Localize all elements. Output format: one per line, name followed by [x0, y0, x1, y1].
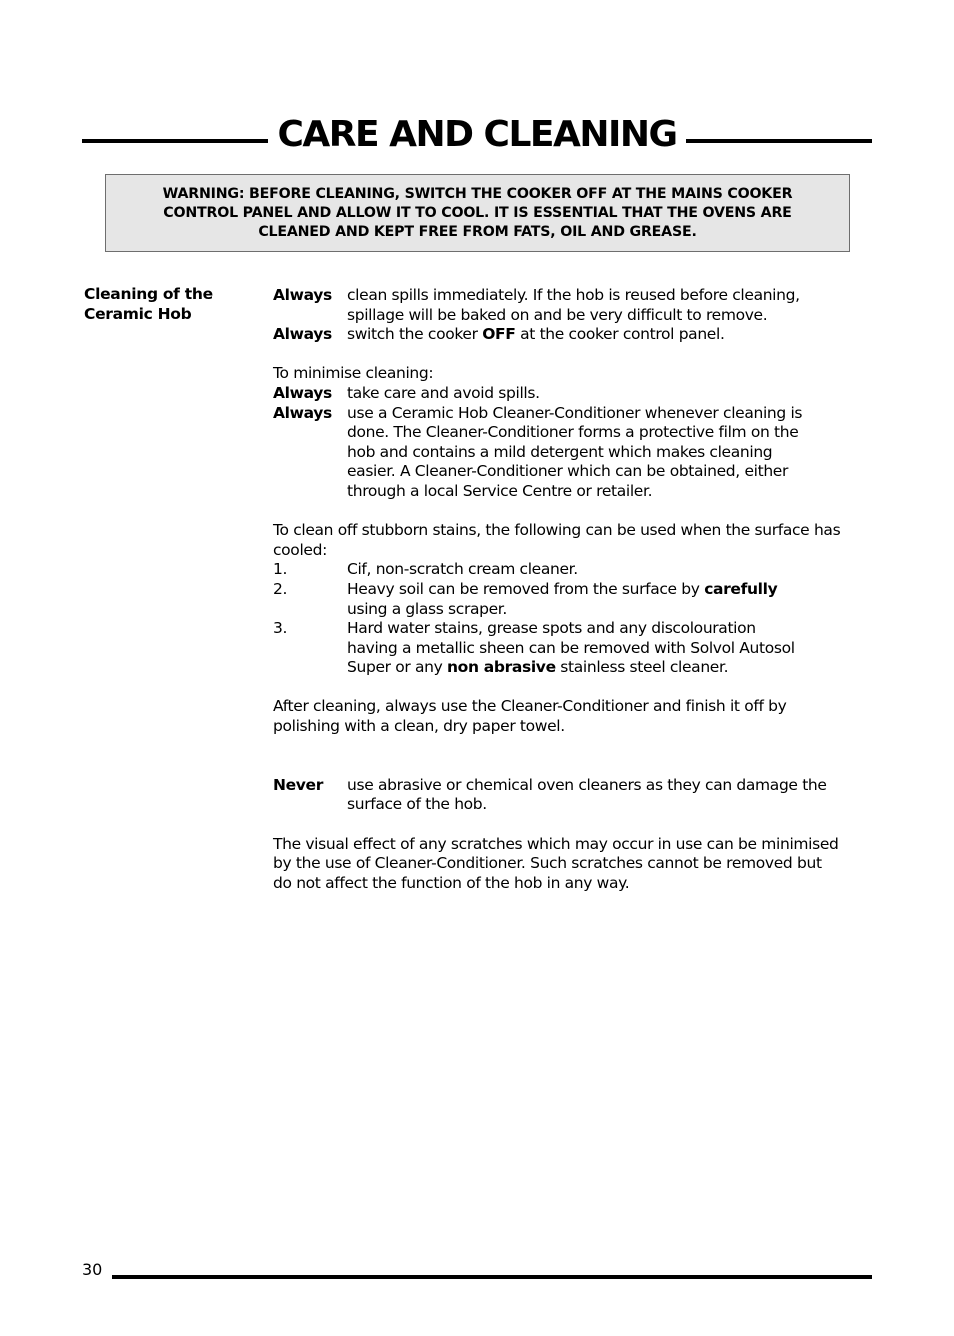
- rule-line: take care and avoid spills.: [347, 383, 540, 402]
- paragraph-line: by the use of Cleaner-Conditioner. Such scratches cannot be removed but: [273, 854, 822, 873]
- warning-box: [105, 174, 850, 252]
- minimise-item: [273, 384, 873, 404]
- section-label: [84, 284, 254, 324]
- rule-text-post: at the cooker control panel.: [515, 325, 725, 344]
- paragraph-line: polishing with a clean, dry paper towel.: [273, 717, 565, 736]
- section-label-line: Cleaning of the: [84, 285, 213, 303]
- rule-text: [347, 384, 873, 404]
- item-text-pre: Heavy soil can be removed from the surface by: [347, 579, 705, 598]
- item-text-line: Hard water stains, grease spots and any discolouration: [347, 619, 756, 638]
- item-text-bold: carefully: [704, 579, 778, 598]
- stains-intro-line: To clean off stubborn stains, the following can be used when the surface has: [273, 521, 841, 540]
- rule-line: easier. A Cleaner-Conditioner which can be obtained, either: [347, 462, 788, 481]
- warning-line: CONTROL PANEL AND ALLOW IT TO COOL. IT IS ESSENTIAL THAT THE OVENS ARE: [163, 204, 792, 221]
- rule-text: [347, 776, 873, 815]
- rule-text: [347, 325, 873, 345]
- rule-line: done. The Cleaner-Conditioner forms a protective film on the: [347, 423, 799, 442]
- rule-text-pre: switch the cooker: [347, 325, 483, 344]
- stains-item: [273, 580, 873, 619]
- rule-line: use a Ceramic Hob Cleaner-Conditioner whenever cleaning is: [347, 403, 803, 422]
- item-text: Cif, non-scratch cream cleaner.: [347, 560, 578, 579]
- minimise-item: [273, 404, 873, 502]
- page-header: [82, 110, 872, 160]
- item-text-line: using a glass scraper.: [347, 599, 507, 618]
- item-text-pre: Super or any: [347, 658, 447, 677]
- item-number: 2.: [273, 579, 288, 598]
- rule-term: Always: [273, 403, 332, 422]
- item-text: [347, 619, 873, 678]
- page-title: CARE AND CLEANING: [277, 114, 677, 155]
- warning-text: [163, 185, 793, 242]
- rule-text: [347, 404, 873, 502]
- item-number: 1.: [273, 560, 288, 579]
- rule-line: hob and contains a mild detergent which makes cleaning: [347, 442, 773, 461]
- paragraph-line: The visual effect of any scratches which may occur in use can be minimised: [273, 834, 839, 853]
- stains-item: [273, 560, 873, 580]
- rule-line: use abrasive or chemical oven cleaners as they can damage the: [347, 775, 827, 794]
- item-text-bold: non abrasive: [447, 658, 556, 677]
- rule-line: spillage will be baked on and be very difficult to remove.: [347, 305, 768, 324]
- paragraph-line: After cleaning, always use the Cleaner-Conditioner and finish it off by: [273, 697, 787, 716]
- always-rule-clean-spills: [273, 286, 873, 325]
- footer-rule: [112, 1275, 872, 1279]
- rule-line: clean spills immediately. If the hob is reused before cleaning,: [347, 286, 800, 304]
- stains-intro: [273, 521, 873, 560]
- page-number: 30: [82, 1260, 103, 1279]
- rule-term: Never: [273, 775, 323, 794]
- stains-intro-line: cooled:: [273, 540, 327, 559]
- rule-term: Always: [273, 325, 332, 344]
- page-footer: [82, 1258, 872, 1282]
- minimise-intro: To minimise cleaning:: [273, 364, 434, 383]
- rule-term: Always: [273, 383, 332, 402]
- header-rule-left: [82, 139, 268, 143]
- section-body: [273, 286, 873, 893]
- item-text-post: stainless steel cleaner.: [555, 658, 729, 677]
- item-number: 3.: [273, 619, 288, 638]
- rule-text: [347, 286, 873, 325]
- item-text-line: having a metallic sheen can be removed with Solvol Autosol: [347, 638, 795, 657]
- rule-term: Always: [273, 286, 332, 304]
- never-rule: [273, 776, 873, 815]
- section-label-line: Ceramic Hob: [84, 305, 192, 323]
- stains-item: [273, 619, 873, 678]
- rule-line: surface of the hob.: [347, 795, 487, 814]
- rule-text-bold: OFF: [482, 325, 516, 344]
- header-rule-right: [686, 139, 872, 143]
- warning-line: CLEANED AND KEPT FREE FROM FATS, OIL AND GREASE.: [258, 223, 697, 240]
- scratches-paragraph: [273, 835, 873, 894]
- after-cleaning-paragraph: [273, 697, 873, 736]
- warning-line: WARNING: BEFORE CLEANING, SWITCH THE COOKER OFF AT THE MAINS COOKER: [162, 185, 793, 202]
- always-rule-switch-off: [273, 325, 873, 345]
- paragraph-line: do not affect the function of the hob in any way.: [273, 873, 630, 892]
- rule-line: through a local Service Centre or retailer.: [347, 481, 653, 500]
- item-text: [347, 580, 873, 619]
